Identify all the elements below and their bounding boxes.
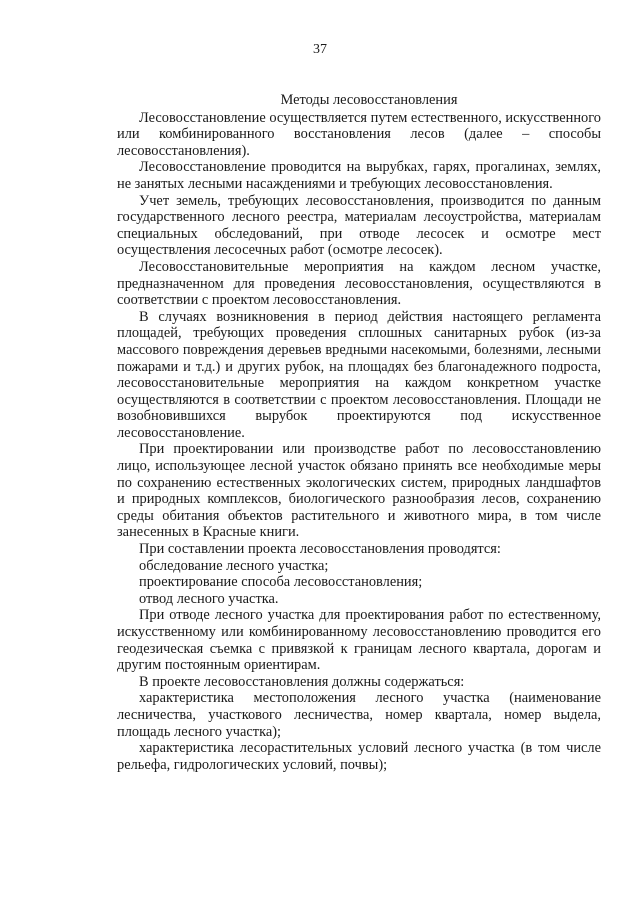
paragraph: В случаях возникновения в период действия настоящего регламента площадей, требующих проведения сплошных санитарных рубок (из-за массового повреждения деревьев вредными насекомыми, болезнями, лесными пожарами и т.д.) и других рубок, на площадях без благонадежного подроста, лесовосстановительные мероприятия на каждом конкретном участке осуществляются в соответствии с проектом лесовосстановления. Площади не возобновившихся вырубок проектируются под искусственное лесовосстановление. bbox=[117, 308, 601, 441]
paragraph: Лесовосстановление осуществляется путем естественного, искусственного или комбинированного восстановления лесов (далее – способы лесовосстановления). bbox=[117, 109, 601, 159]
paragraph: При проектировании или производстве работ по лесовосстановлению лицо, использующее лесной участок обязано принять все необходимые меры по сохранению естественных экологических систем, природных ландшафтов и природных комплексов, биологического разнообразия лесов, сохранению среды обитания объектов растительного и животного мира, в том числе занесенных в Красные книги. bbox=[117, 441, 601, 541]
list-item: характеристика лесорастительных условий лесного участка (в том числе рельефа, гидрологических условий, почвы); bbox=[117, 740, 601, 773]
paragraph: Лесовосстановительные мероприятия на каждом лесном участке, предназначенном для проведения лесовосстановления, осуществляются в соответствии с проектом лесовосстановления. bbox=[117, 258, 601, 309]
paragraph: При отводе лесного участка для проектирования работ по естественному, искусственному или комбинированному лесовосстановлению проводится его геодезическая съемка с привязкой к границам лесного квартала, дорогам и другим постоянным ориентирам. bbox=[117, 607, 601, 674]
list-item: характеристика местоположения лесного участка (наименование лесничества, участкового лесничества, номер квартала, номер выдела, площадь лесного участка); bbox=[117, 690, 601, 740]
paragraph: Учет земель, требующих лесовосстановления, производится по данным государственного лесного реестра, материалам лесоустройства, материалам специальных обследований, при отводе лесосек и осмотре мест осуществления лесосечных работ (осмотре лесосек). bbox=[117, 192, 601, 259]
paragraph: В проекте лесовосстановления должны содержаться: bbox=[139, 673, 465, 690]
list-item: проектирование способа лесовосстановления; bbox=[139, 574, 423, 591]
section-heading: Методы лесовосстановления bbox=[280, 92, 458, 108]
paragraph: При составлении проекта лесовосстановления проводятся: bbox=[139, 541, 501, 558]
paragraph: Лесовосстановление проводится на вырубках, гарях, прогалинах, землях, не занятых лесными насаждениями и требующих лесовосстановления. bbox=[117, 159, 601, 192]
list-item: обследование лесного участка; bbox=[139, 557, 329, 574]
page-content bbox=[117, 92, 601, 773]
list-item: отвод лесного участка. bbox=[139, 590, 279, 607]
page-number: 37 bbox=[313, 42, 327, 57]
